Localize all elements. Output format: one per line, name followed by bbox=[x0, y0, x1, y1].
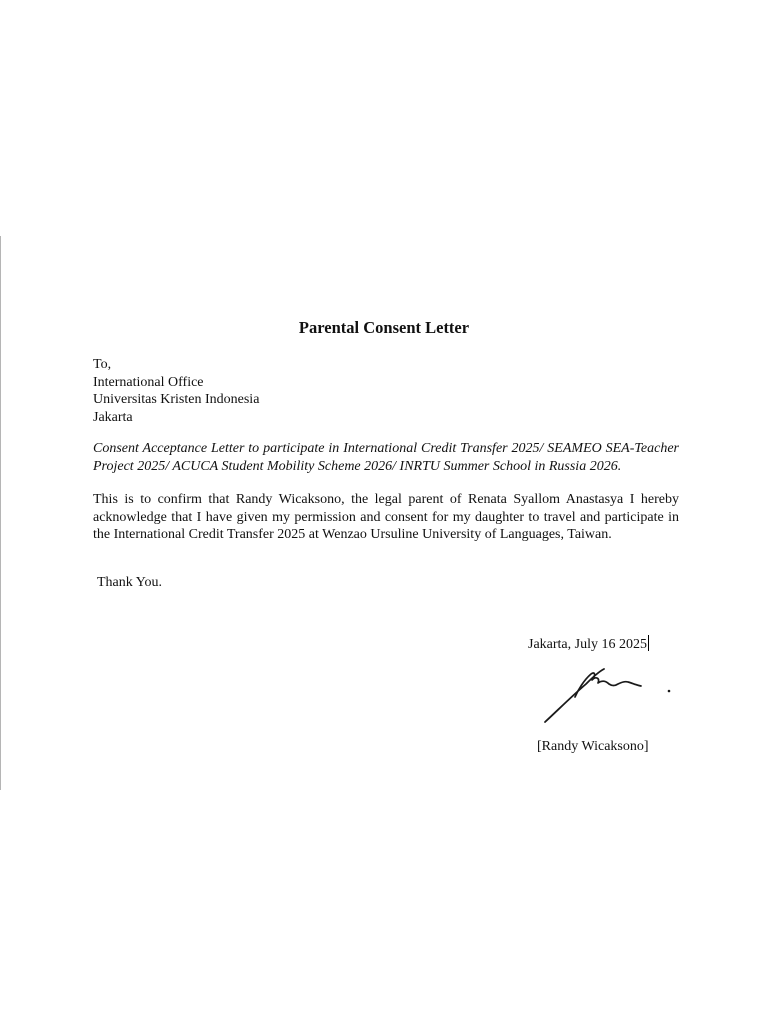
signer-name: [Randy Wicaksono] bbox=[537, 739, 649, 754]
recipient-office: International Office bbox=[93, 374, 204, 390]
closing-text: Thank You. bbox=[97, 575, 162, 590]
letter-subject: Consent Acceptance Letter to participate in International Credit Transfer 2025/ SEAMEO SEA-Teacher Project 2025/ ACUCA Student Mobility Scheme 2026/ INRTU Summer School in Russia 2026. bbox=[93, 441, 679, 474]
text-cursor-icon bbox=[648, 635, 650, 651]
recipient-institution: Universitas Kristen Indonesia bbox=[93, 392, 260, 407]
letter-title: Parental Consent Letter bbox=[298, 318, 470, 337]
signature-icon bbox=[538, 664, 678, 726]
recipient-address bbox=[93, 356, 259, 426]
salutation: To, bbox=[93, 357, 112, 372]
place-date-line bbox=[528, 635, 649, 653]
letter-body: This is to confirm that Randy Wicaksono, the legal parent of Renata Syallom Anastasya I hereby acknowledge that I have given my permission and consent for my daughter to travel and participate in the International Credit Transfer 2025 at Wenzao Ursuline University of Languages, Taiwan. bbox=[93, 492, 679, 542]
place-date: Jakarta, July 16 2025 bbox=[528, 637, 647, 652]
recipient-city: Jakarta bbox=[93, 409, 133, 425]
